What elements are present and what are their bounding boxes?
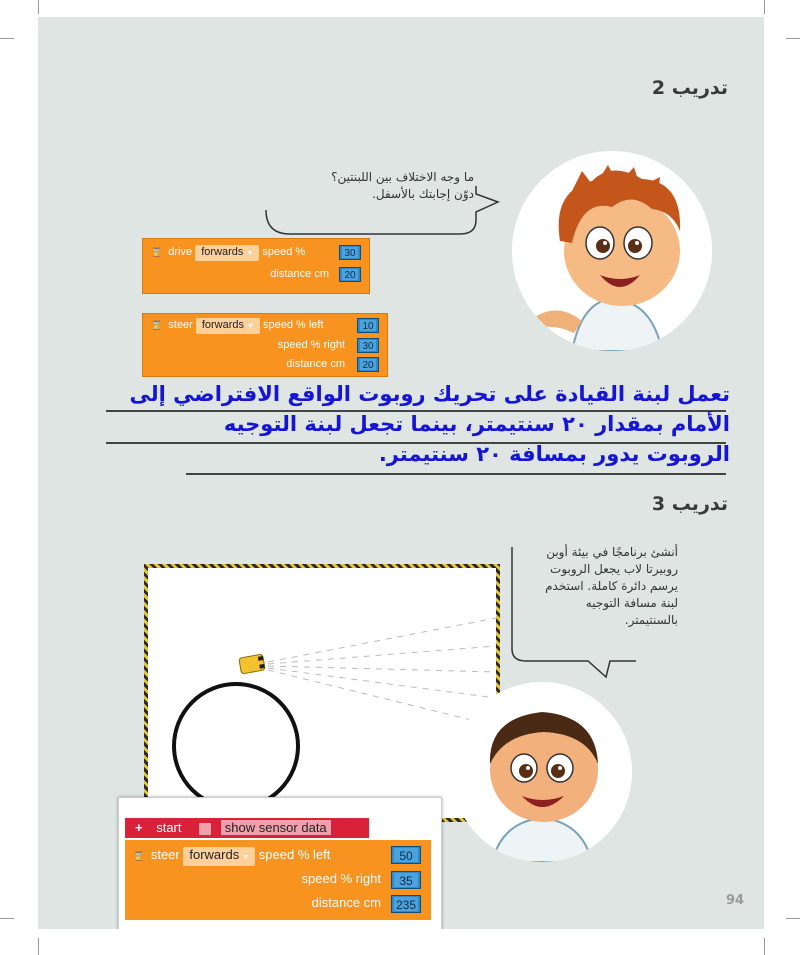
sensor-label: show sensor data: [221, 820, 331, 835]
start-block: [125, 818, 369, 838]
dropdown-arrow-icon: ▼: [247, 323, 254, 330]
direction-dropdown: forwards ▼: [195, 245, 259, 261]
block-keyword: steer: [168, 319, 193, 331]
speed-right-label: speed % right: [277, 339, 345, 351]
speech-line: لبنة مسافة التوجيه: [585, 596, 678, 610]
plus-icon[interactable]: +: [135, 820, 143, 835]
speed-value: 30: [339, 245, 361, 260]
dropdown-arrow-icon: ▼: [242, 854, 250, 861]
block-keyword: drive: [168, 246, 193, 258]
drive-block: [142, 238, 370, 294]
textbook-page: [38, 17, 764, 929]
answer-line: الأمام بمقدار ٢٠ سنتيمتر، بينما تجعل لبنة التوجيه: [223, 412, 730, 436]
answer-line: تعمل لبنة القيادة على تحريك روبوت الواقع الافتراضي إلى: [129, 382, 730, 406]
drawn-circle-path: [148, 568, 496, 818]
speech-line: أنشئ برنامجًا في بيئة أوبن: [546, 545, 678, 559]
distance-value: 20: [357, 357, 379, 372]
direction-dropdown: forwards ▼: [196, 318, 260, 334]
boy-character-illustration: [512, 151, 712, 351]
speech-line: بالسنتيمتر.: [624, 613, 678, 627]
boy-character-illustration: [452, 682, 632, 862]
answer-underline: [186, 473, 726, 475]
sensor-checkbox[interactable]: [199, 823, 211, 835]
speed-label: speed %: [262, 246, 306, 258]
speed-right-value: 30: [357, 338, 379, 353]
speed-left-label: speed % left: [258, 847, 331, 862]
hourglass-icon: ⌛: [133, 851, 145, 861]
direction-dropdown[interactable]: forwards ▼: [183, 847, 255, 866]
speech-line: روبيرتا لاب يجعل الروبوت: [550, 562, 678, 576]
distance-value[interactable]: 235: [391, 895, 421, 913]
steer-block: [142, 313, 388, 377]
speed-right-label: speed % right: [301, 871, 381, 886]
page-number: 94: [726, 893, 745, 908]
speech-line: دوّن إجابتك بالأسفل.: [372, 187, 474, 201]
exercise-2-title: تدريب 2: [651, 77, 728, 99]
hourglass-icon: ⌛: [151, 247, 163, 257]
speed-left-label: speed % left: [263, 319, 324, 331]
speed-left-value: 10: [357, 318, 379, 333]
robot-icon: [239, 654, 265, 674]
start-label: start: [156, 820, 182, 835]
speed-right-value[interactable]: 35: [391, 871, 421, 889]
program-editor: [118, 797, 442, 929]
hourglass-icon: ⌛: [151, 320, 163, 330]
block-keyword: steer: [150, 847, 180, 862]
steer-block: [125, 840, 431, 920]
distance-value: 20: [339, 267, 361, 282]
dropdown-arrow-icon: ▼: [246, 250, 254, 257]
distance-label: distance cm: [270, 268, 329, 280]
robot-simulation-canvas[interactable]: [144, 564, 500, 822]
speech-line: يرسم دائرة كاملة. استخدم: [545, 579, 678, 593]
speed-left-value[interactable]: 50: [391, 846, 421, 864]
exercise-3-title: تدريب 3: [651, 493, 728, 515]
distance-label: distance cm: [311, 895, 381, 910]
speech-line: ما وجه الاختلاف بين اللبنتين؟: [331, 170, 474, 184]
distance-label: distance cm: [286, 358, 345, 370]
answer-line: الروبوت يدور بمسافة ٢٠ سنتيمتر.: [378, 442, 730, 466]
